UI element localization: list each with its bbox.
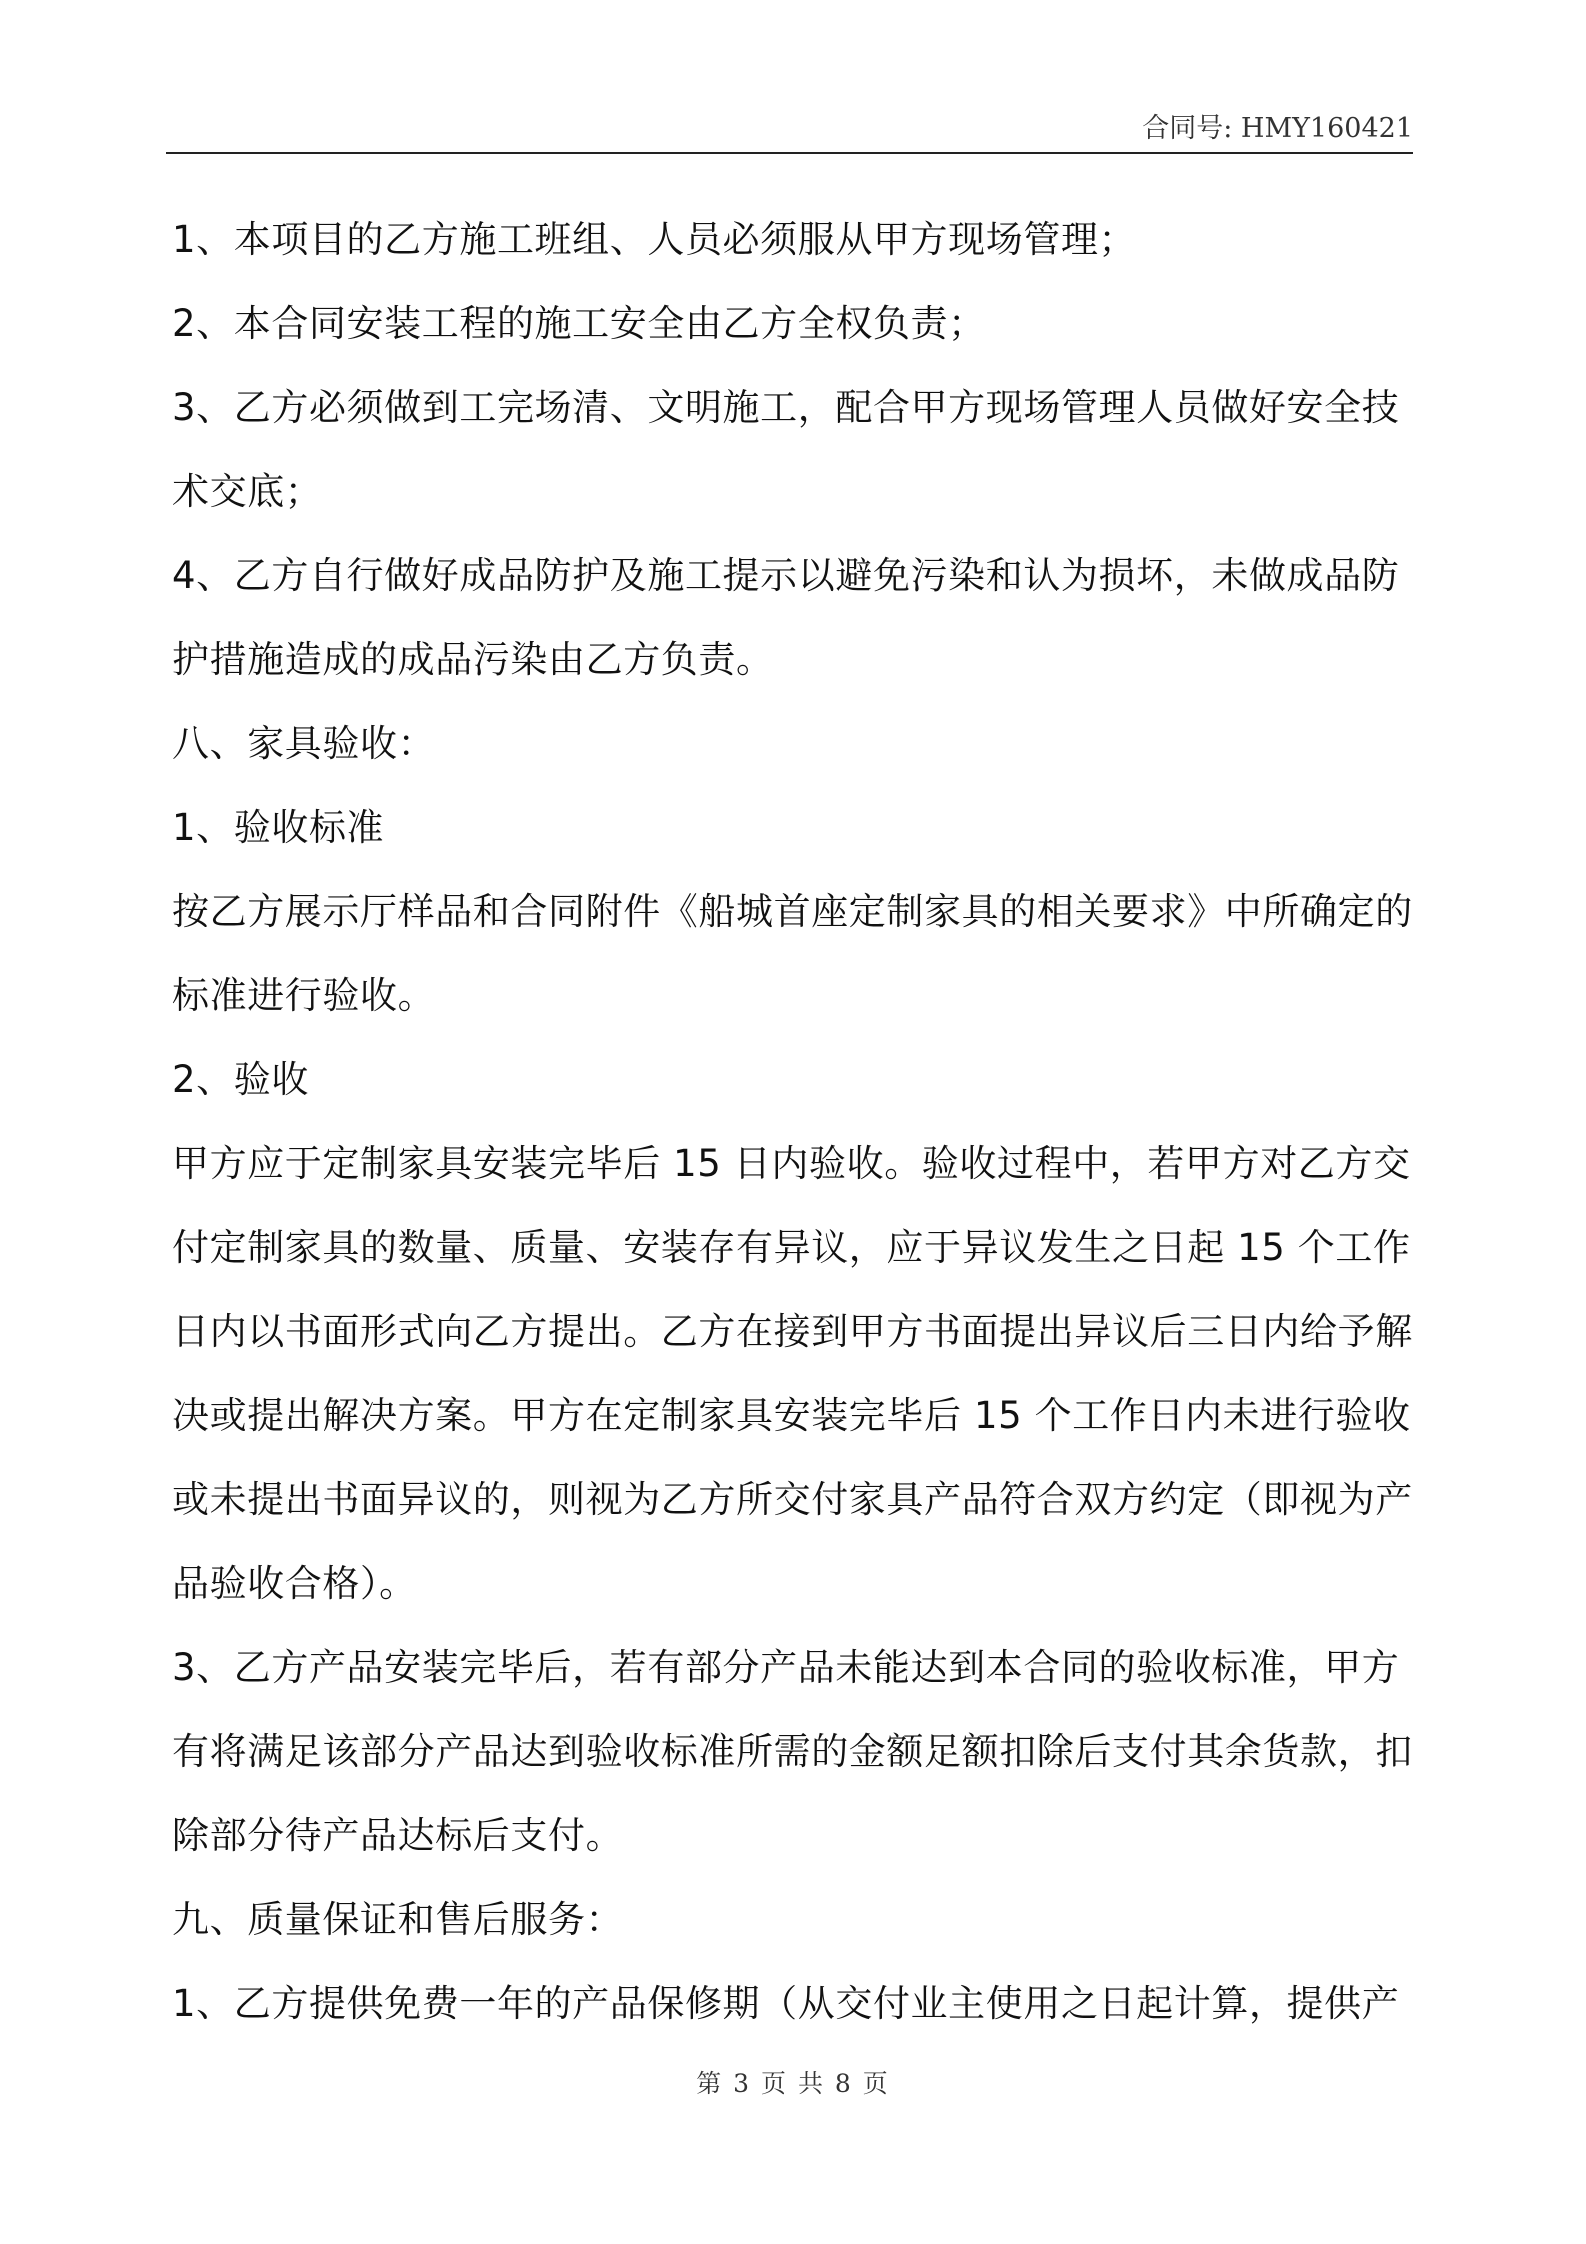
subsection-heading: 2、验收 bbox=[172, 1058, 309, 1101]
body-line: 品验收合格）。 bbox=[172, 1562, 417, 1605]
body-line: 或未提出书面异议的，则视为乙方所交付家具产品符合双方约定（即视为产 bbox=[172, 1478, 1413, 1521]
document-body bbox=[172, 198, 1413, 2046]
page-footer bbox=[0, 2068, 1586, 2100]
body-line: 有将满足该部分产品达到验收标准所需的金额足额扣除后支付其余货款，扣 bbox=[172, 1730, 1413, 1773]
section-heading: 八、家具验收： bbox=[172, 722, 436, 765]
subsection-heading: 1、验收标准 bbox=[172, 806, 385, 849]
body-line: 3、乙方产品安装完毕后，若有部分产品未能达到本合同的验收标准，甲方 bbox=[172, 1646, 1400, 1689]
page-header bbox=[166, 112, 1413, 154]
body-line: 付定制家具的数量、质量、安装存有异议，应于异议发生之日起 15 个工作 bbox=[172, 1226, 1411, 1269]
body-line: 按乙方展示厅样品和合同附件《船城首座定制家具的相关要求》中所确定的 bbox=[172, 890, 1413, 933]
body-line: 标准进行验收。 bbox=[172, 974, 436, 1017]
body-line: 1、本项目的乙方施工班组、人员必须服从甲方现场管理； bbox=[172, 218, 1137, 261]
body-line: 日内以书面形式向乙方提出。乙方在接到甲方书面提出异议后三日内给予解 bbox=[172, 1310, 1413, 1353]
body-line: 术交底； bbox=[172, 470, 323, 513]
section-heading: 九、质量保证和售后服务： bbox=[172, 1898, 624, 1941]
body-line: 3、乙方必须做到工完场清、文明施工，配合甲方现场管理人员做好安全技 bbox=[172, 386, 1400, 429]
body-line: 2、本合同安装工程的施工安全由乙方全权负责； bbox=[172, 302, 986, 345]
body-line: 护措施造成的成品污染由乙方负责。 bbox=[172, 638, 774, 681]
contract-number: 合同号: HMY160421 bbox=[1142, 113, 1413, 144]
body-line: 决或提出解决方案。甲方在定制家具安装完毕后 15 个工作日内未进行验收 bbox=[172, 1394, 1411, 1437]
body-line: 1、乙方提供免费一年的产品保修期（从交付业主使用之日起计算，提供产 bbox=[172, 1982, 1400, 2025]
body-line: 甲方应于定制家具安装完毕后 15 日内验收。验收过程中，若甲方对乙方交 bbox=[172, 1142, 1411, 1185]
body-line: 4、乙方自行做好成品防护及施工提示以避免污染和认为损坏，未做成品防 bbox=[172, 554, 1400, 597]
page-number: 第 3 页 共 8 页 bbox=[696, 2069, 890, 2098]
body-line: 除部分待产品达标后支付。 bbox=[172, 1814, 624, 1857]
